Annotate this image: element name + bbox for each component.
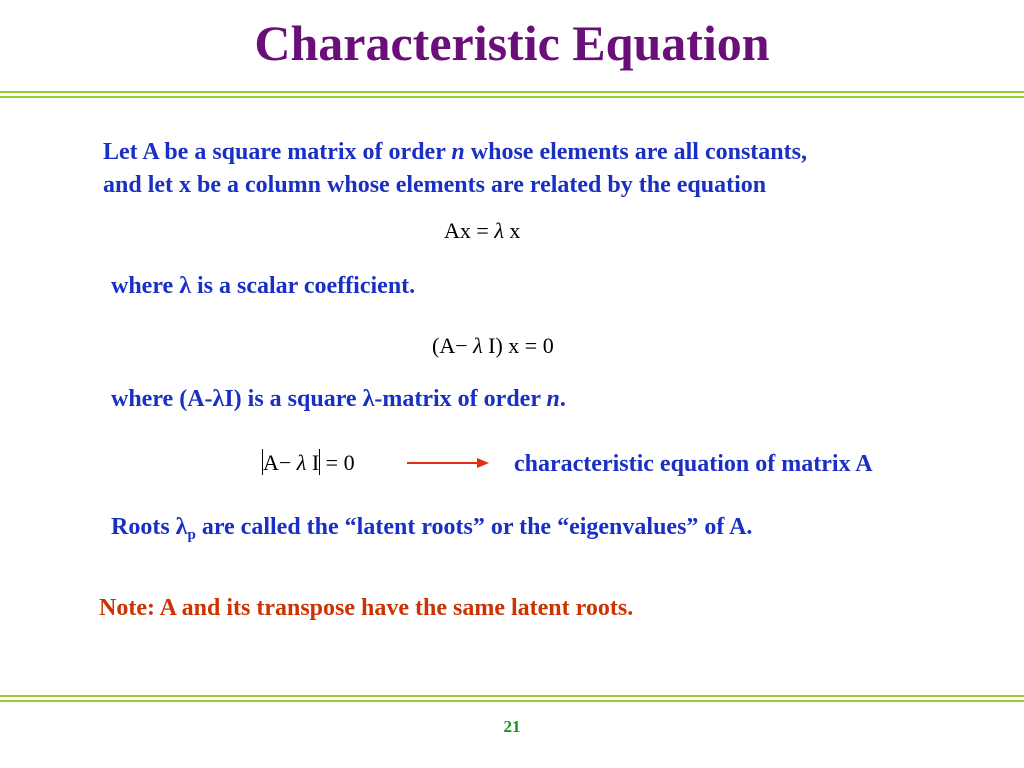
para3-start: where (A- — [111, 386, 213, 412]
eq1-rhs: x — [503, 218, 521, 243]
eq3-lambda: λ — [296, 450, 307, 475]
eq2-end: I) x = 0 — [482, 333, 554, 358]
intro-line-1-start: Let A be a square matrix of order — [103, 139, 452, 165]
title-divider-line-1 — [0, 91, 1024, 93]
note-text: Note: A and its transpose have the same latent roots. — [99, 595, 634, 621]
scalar-coefficient-text — [111, 273, 415, 300]
eq3-inner-start: A− — [263, 450, 297, 475]
footer-divider-line-2 — [0, 700, 1024, 702]
para3-n: n — [546, 386, 560, 412]
page-number: 21 — [503, 717, 521, 736]
para2-lambda: λ — [179, 273, 191, 299]
right-arrow-icon — [407, 455, 489, 471]
title-divider-line-2 — [0, 96, 1024, 98]
characteristic-determinant-equation — [262, 449, 355, 476]
para2-start: where — [111, 273, 180, 299]
equation-ax-lambda-x — [444, 218, 520, 244]
para3-lambda2: λ — [362, 386, 375, 412]
order-n: n — [451, 139, 465, 165]
equation-a-minus-lambda-i — [432, 333, 554, 359]
para2-end: is a scalar coefficient. — [191, 273, 416, 299]
eq1-lambda: λ — [494, 218, 504, 243]
para5-end: are called the “latent roots” or the “eigenvalues” of A. — [195, 514, 753, 540]
para3-mid: I) is a square — [224, 386, 363, 412]
eq1-equals: = — [470, 218, 495, 243]
characteristic-equation-label: characteristic equation of matrix A — [514, 451, 873, 477]
intro-line-1-end: whose elements are all constants, — [464, 139, 807, 165]
eq3-inner-end: I — [306, 450, 320, 475]
footer-divider-line-1 — [0, 695, 1024, 697]
para3-lambda: λ — [212, 386, 225, 412]
eq2-lambda: λ — [473, 333, 483, 358]
para5-lambda: λ — [175, 514, 188, 540]
para3-mid2: -matrix of order — [374, 386, 547, 412]
eq3-rhs: = 0 — [320, 450, 355, 475]
eigenvalues-text — [111, 514, 752, 544]
slide-title: Characteristic Equation — [254, 15, 770, 71]
intro-line-2: and let x be a column whose elements are related by the equation — [103, 172, 767, 198]
intro-paragraph — [103, 136, 807, 202]
intro-line-1 — [103, 136, 807, 169]
para5-subscript-p: p — [187, 527, 196, 543]
para5-start: Roots — [111, 514, 176, 540]
eq2-text: (A− — [432, 333, 474, 358]
para3-end: . — [559, 386, 566, 412]
lambda-matrix-text — [111, 386, 566, 413]
eq1-lhs: Ax — [444, 218, 471, 243]
